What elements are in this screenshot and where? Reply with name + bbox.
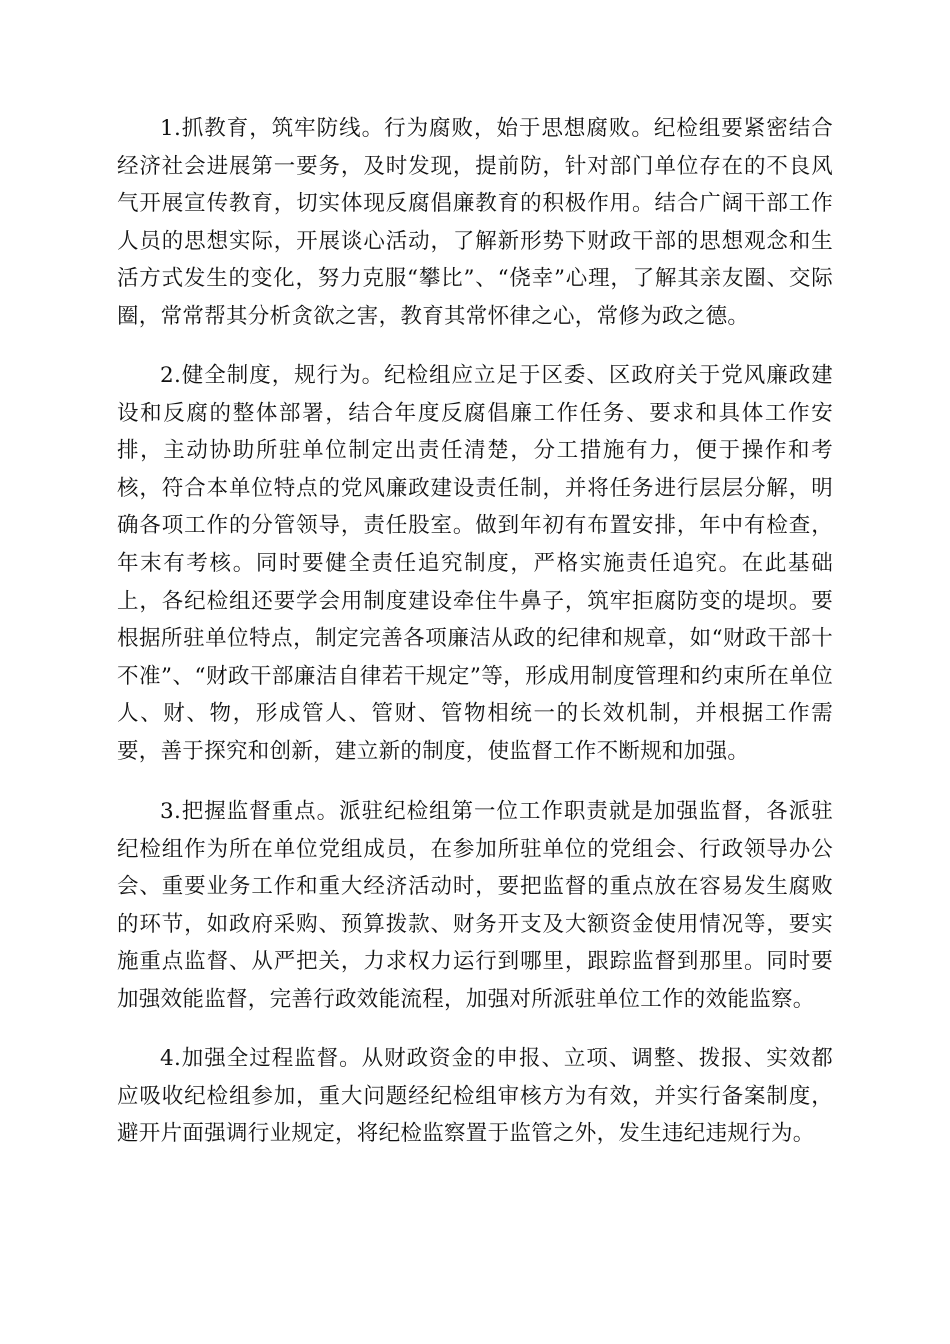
paragraph-1-education: 1.抓教育，筑牢防线。行为腐败，始于思想腐败。纪检组要紧密结合经济社会进展第一要务，及时发现，提前防，针对部门单位存在的不良风气开展宣传教育，切实体现反腐倡廉教育的积极作用。结合广阔干部工作人员的思想实际，开展谈心活动，了解新形势下财政干部的思想观念和生活方式发生的变化，努力克服“攀比”、“侥幸”心理，了解其亲友圈、交际圈，常常帮其分析贪欲之害，教育其常怀律之心，常修为政之德。 (117, 116, 833, 329)
paragraph-3-supervision-focus: 3.把握监督重点。派驻纪检组第一位工作职责就是加强监督，各派驻纪检组作为所在单位党组成员，在参加所驻单位的党组会、行政领导办公会、重要业务工作和重大经济活动时，要把监督的重点放在容易发生腐败的环节，如政府采购、预算拨款、财务开支及大额资金使用情况等，要实施重点监督、从严把关，力求权力运行到哪里，跟踪监督到那里。同时要加强效能监督，完善行政效能流程，加强对所派驻单位工作的效能监察。 (117, 799, 833, 1012)
paragraph-2-system: 2.健全制度，规行为。纪检组应立足于区委、区政府关于党风廉政建设和反腐的整体部署，结合年度反腐倡廉工作任务、要求和具体工作安排，主动协助所驻单位制定出责任清楚，分工措施有力，便于操作和考核，符合本单位特点的党风廉政建设责任制，并将任务进行层层分解，明确各项工作的分管领导，责任股室。做到年初有布置安排，年中有检查，年末有考核。同时要健全责任追究制度，严格实施责任追究。在此基础上，各纪检组还要学会用制度建设牵住牛鼻子，筑牢拒腐防变的堤坝。要根据所驻单位特点，制定完善各项廉洁从政的纪律和规章，如“财政干部十不准”、“财政干部廉洁自律若干规定”等，形成用制度管理和约束所在单位人、财、物，形成管人、管财、管物相统一的长效机制，并根据工作需要，善于探究和创新，建立新的制度，使监督工作不断规和加强。 (117, 363, 833, 764)
paragraph-4-process-supervision: 4.加强全过程监督。从财政资金的申报、立项、调整、拨报、实效都应吸收纪检组参加，重大问题经纪检组审核方为有效，并实行备案制度，避开片面强调行业规定，将纪检监察置于监管之外，发生违纪违规行为。 (117, 1046, 833, 1147)
